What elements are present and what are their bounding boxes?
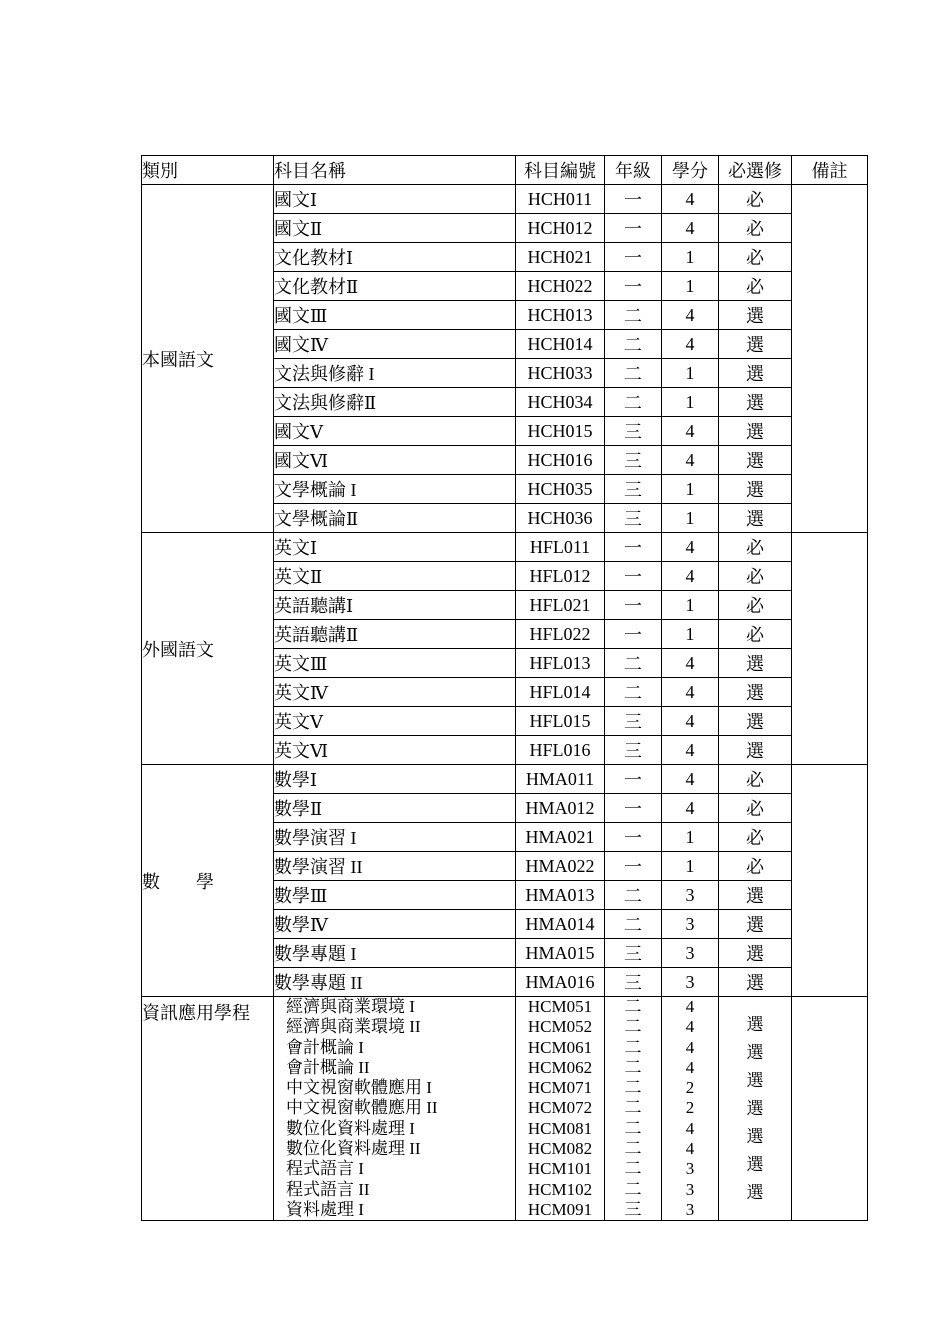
course-code: HMA012 [516,794,605,823]
program-course-name: 會計概論 II [286,1057,370,1077]
course-code: HFL015 [516,707,605,736]
program-course-name: 中文視窗軟體應用 I [286,1078,432,1098]
program-type: 選 [746,1042,764,1062]
course-name: 數學Ⅲ [274,881,516,910]
course-name: 國文Ⅱ [274,214,516,243]
grade-level: 二 [605,678,662,707]
course-name: 英語聽講Ⅰ [274,591,516,620]
course-name: 國文Ⅴ [274,417,516,446]
program-row [142,997,868,1221]
remarks-cell [792,765,868,997]
program-course-code: HCM052 [527,1017,593,1037]
credits: 4 [662,736,719,765]
credits: 1 [662,591,719,620]
course-name: 國文Ⅲ [274,301,516,330]
course-code: HFL013 [516,649,605,678]
program-credit: 3 [685,1179,695,1199]
required-elective: 必 [719,620,792,649]
program-grade: 二 [624,1078,642,1098]
program-course-codes [516,997,605,1221]
credits: 1 [662,359,719,388]
required-elective: 必 [719,533,792,562]
course-name: 英語聽講Ⅱ [274,620,516,649]
required-elective: 選 [719,446,792,475]
program-grade: 二 [624,1118,642,1138]
course-code: HCH012 [516,214,605,243]
required-elective: 必 [719,214,792,243]
required-elective: 選 [719,939,792,968]
grade-level: 三 [605,707,662,736]
course-code: HMA013 [516,881,605,910]
course-code: HFL014 [516,678,605,707]
remarks-cell [792,185,868,533]
grade-level: 三 [605,417,662,446]
program-grade: 二 [624,1139,642,1159]
category-cell: 本國語文 [142,185,274,533]
course-table-body [142,156,868,1221]
header-course-code: 科目編號 [516,156,605,185]
course-code: HFL011 [516,533,605,562]
program-type: 選 [746,1098,764,1118]
grade-level: 三 [605,504,662,533]
program-type: 選 [746,1070,764,1090]
program-course-name: 經濟與商業環境 II [286,1017,421,1037]
grade-level: 一 [605,185,662,214]
required-elective: 必 [719,765,792,794]
grade-level: 三 [605,736,662,765]
required-elective: 必 [719,591,792,620]
course-code: HCH022 [516,272,605,301]
course-code: HCH035 [516,475,605,504]
grade-level: 一 [605,562,662,591]
course-code: HCH011 [516,185,605,214]
required-elective: 選 [719,881,792,910]
course-code: HFL012 [516,562,605,591]
course-name: 國文Ⅵ [274,446,516,475]
credits: 4 [662,649,719,678]
required-elective: 必 [719,562,792,591]
program-credit: 4 [685,1017,695,1037]
grade-level: 二 [605,301,662,330]
header-remarks: 備註 [792,156,868,185]
required-elective: 選 [719,678,792,707]
required-elective: 選 [719,736,792,765]
credits: 4 [662,765,719,794]
program-credit: 4 [685,1057,695,1077]
program-grade: 二 [624,1179,642,1199]
required-elective: 選 [719,301,792,330]
course-name: 數學演習 II [274,852,516,881]
program-category-cell: 資訊應用學程 [142,997,274,1221]
course-name: 英文Ⅰ [274,533,516,562]
program-course-name: 數位化資料處理 II [286,1139,421,1159]
credits: 1 [662,272,719,301]
course-name: 國文Ⅰ [274,185,516,214]
required-elective: 選 [719,330,792,359]
credits: 4 [662,417,719,446]
course-code: HCH015 [516,417,605,446]
course-code: HMA021 [516,823,605,852]
course-code: HCH016 [516,446,605,475]
program-course-code: HCM061 [527,1037,593,1057]
remarks-cell [792,533,868,765]
credits: 4 [662,301,719,330]
credits: 1 [662,852,719,881]
credits: 1 [662,504,719,533]
credits: 4 [662,214,719,243]
course-code: HFL022 [516,620,605,649]
program-course-code: HCM091 [527,1199,593,1219]
course-code: HMA022 [516,852,605,881]
required-elective: 選 [719,359,792,388]
course-name: 國文Ⅳ [274,330,516,359]
program-remarks-cell [792,997,868,1221]
program-grade: 二 [624,1057,642,1077]
course-name: 文化教材Ⅰ [274,243,516,272]
program-course-code: HCM081 [527,1118,593,1138]
program-credit: 4 [685,997,695,1016]
program-course-code: HCM071 [527,1078,593,1098]
category-cell: 數 學 [142,765,274,997]
credits: 4 [662,707,719,736]
program-course-names [274,997,516,1221]
program-credit: 3 [685,1159,695,1179]
credits: 4 [662,446,719,475]
credits: 3 [662,881,719,910]
program-grade: 二 [624,997,642,1016]
category-cell: 外國語文 [142,533,274,765]
course-name: 數學專題 II [274,968,516,997]
program-grade: 二 [624,1037,642,1057]
grade-level: 二 [605,330,662,359]
credits: 1 [662,388,719,417]
program-type: 選 [746,1182,764,1202]
program-course-code: HCM082 [527,1139,593,1159]
course-name: 文化教材Ⅱ [274,272,516,301]
program-type: 選 [746,1126,764,1146]
program-type: 選 [746,1154,764,1174]
program-course-name: 中文視窗軟體應用 II [286,1098,438,1118]
course-name: 英文Ⅲ [274,649,516,678]
course-code: HCH014 [516,330,605,359]
course-code: HCH013 [516,301,605,330]
program-credit: 2 [685,1078,695,1098]
grade-level: 二 [605,388,662,417]
credits: 4 [662,533,719,562]
header-required-elective: 必選修 [719,156,792,185]
program-course-name: 程式語言 I [286,1159,364,1179]
header-category: 類別 [142,156,274,185]
program-course-name: 經濟與商業環境 I [286,997,415,1016]
required-elective: 必 [719,185,792,214]
program-grade: 二 [624,1098,642,1118]
program-grade: 二 [624,1017,642,1037]
grade-level: 一 [605,620,662,649]
credits: 1 [662,243,719,272]
course-name: 英文Ⅳ [274,678,516,707]
program-grade: 三 [624,1199,642,1219]
required-elective: 必 [719,243,792,272]
credits: 3 [662,910,719,939]
grade-level: 一 [605,765,662,794]
credits: 3 [662,968,719,997]
program-course-name: 數位化資料處理 I [286,1118,415,1138]
grade-level: 一 [605,823,662,852]
required-elective: 必 [719,272,792,301]
grade-level: 一 [605,533,662,562]
header-row [142,156,868,185]
course-name: 文法與修辭 I [274,359,516,388]
program-grade: 二 [624,1159,642,1179]
grade-level: 一 [605,214,662,243]
program-credit: 3 [685,1199,695,1219]
credits: 4 [662,330,719,359]
program-credit: 4 [685,1118,695,1138]
grade-level: 一 [605,243,662,272]
program-credit: 4 [685,1139,695,1159]
course-name: 文學概論Ⅱ [274,504,516,533]
grade-level: 二 [605,359,662,388]
course-code: HMA011 [516,765,605,794]
program-required-elective [719,997,792,1221]
grade-level: 一 [605,591,662,620]
required-elective: 選 [719,968,792,997]
credits: 1 [662,620,719,649]
grade-level: 二 [605,649,662,678]
course-name: 數學Ⅰ [274,765,516,794]
course-code: HCH036 [516,504,605,533]
course-name: 文法與修辭Ⅱ [274,388,516,417]
credits: 4 [662,185,719,214]
course-code: HMA016 [516,968,605,997]
required-elective: 選 [719,388,792,417]
program-grades [605,997,662,1221]
program-credit: 4 [685,1037,695,1057]
grade-level: 三 [605,446,662,475]
required-elective: 必 [719,794,792,823]
grade-level: 三 [605,475,662,504]
program-course-code: HCM102 [527,1179,593,1199]
program-course-name: 程式語言 II [286,1179,370,1199]
credits: 4 [662,562,719,591]
program-course-name: 資料處理 I [286,1199,364,1219]
course-code: HMA014 [516,910,605,939]
required-elective: 選 [719,649,792,678]
course-name: 文學概論 I [274,475,516,504]
grade-level: 三 [605,968,662,997]
course-name: 數學Ⅳ [274,910,516,939]
program-course-name: 會計概論 I [286,1037,364,1057]
course-name: 英文Ⅵ [274,736,516,765]
header-credits: 學分 [662,156,719,185]
course-table-page [141,155,867,1221]
grade-level: 一 [605,272,662,301]
required-elective: 選 [719,707,792,736]
required-elective: 選 [719,910,792,939]
required-elective: 選 [719,417,792,446]
grade-level: 三 [605,939,662,968]
course-code: HMA015 [516,939,605,968]
program-credits [662,997,719,1221]
credits: 1 [662,475,719,504]
credits: 1 [662,823,719,852]
table-row [142,765,868,794]
required-elective: 必 [719,852,792,881]
required-elective: 選 [719,504,792,533]
program-course-code: HCM051 [527,997,593,1016]
program-type: 選 [746,1014,764,1034]
grade-level: 二 [605,910,662,939]
required-elective: 必 [719,823,792,852]
course-name: 數學演習 I [274,823,516,852]
course-code: HCH034 [516,388,605,417]
grade-level: 二 [605,881,662,910]
course-code: HFL016 [516,736,605,765]
credits: 3 [662,939,719,968]
course-name: 數學Ⅱ [274,794,516,823]
program-credit: 2 [685,1098,695,1118]
course-name: 英文Ⅴ [274,707,516,736]
grade-level: 一 [605,794,662,823]
program-course-code: HCM062 [527,1057,593,1077]
course-code: HFL021 [516,591,605,620]
header-grade: 年級 [605,156,662,185]
required-elective: 選 [719,475,792,504]
course-name: 英文Ⅱ [274,562,516,591]
course-table [141,155,868,1221]
table-row [142,185,868,214]
header-course-name: 科目名稱 [274,156,516,185]
program-course-code: HCM101 [527,1159,593,1179]
course-code: HCH021 [516,243,605,272]
credits: 4 [662,678,719,707]
course-name: 數學專題 I [274,939,516,968]
table-row [142,533,868,562]
credits: 4 [662,794,719,823]
program-course-code: HCM072 [527,1098,593,1118]
grade-level: 一 [605,852,662,881]
course-code: HCH033 [516,359,605,388]
